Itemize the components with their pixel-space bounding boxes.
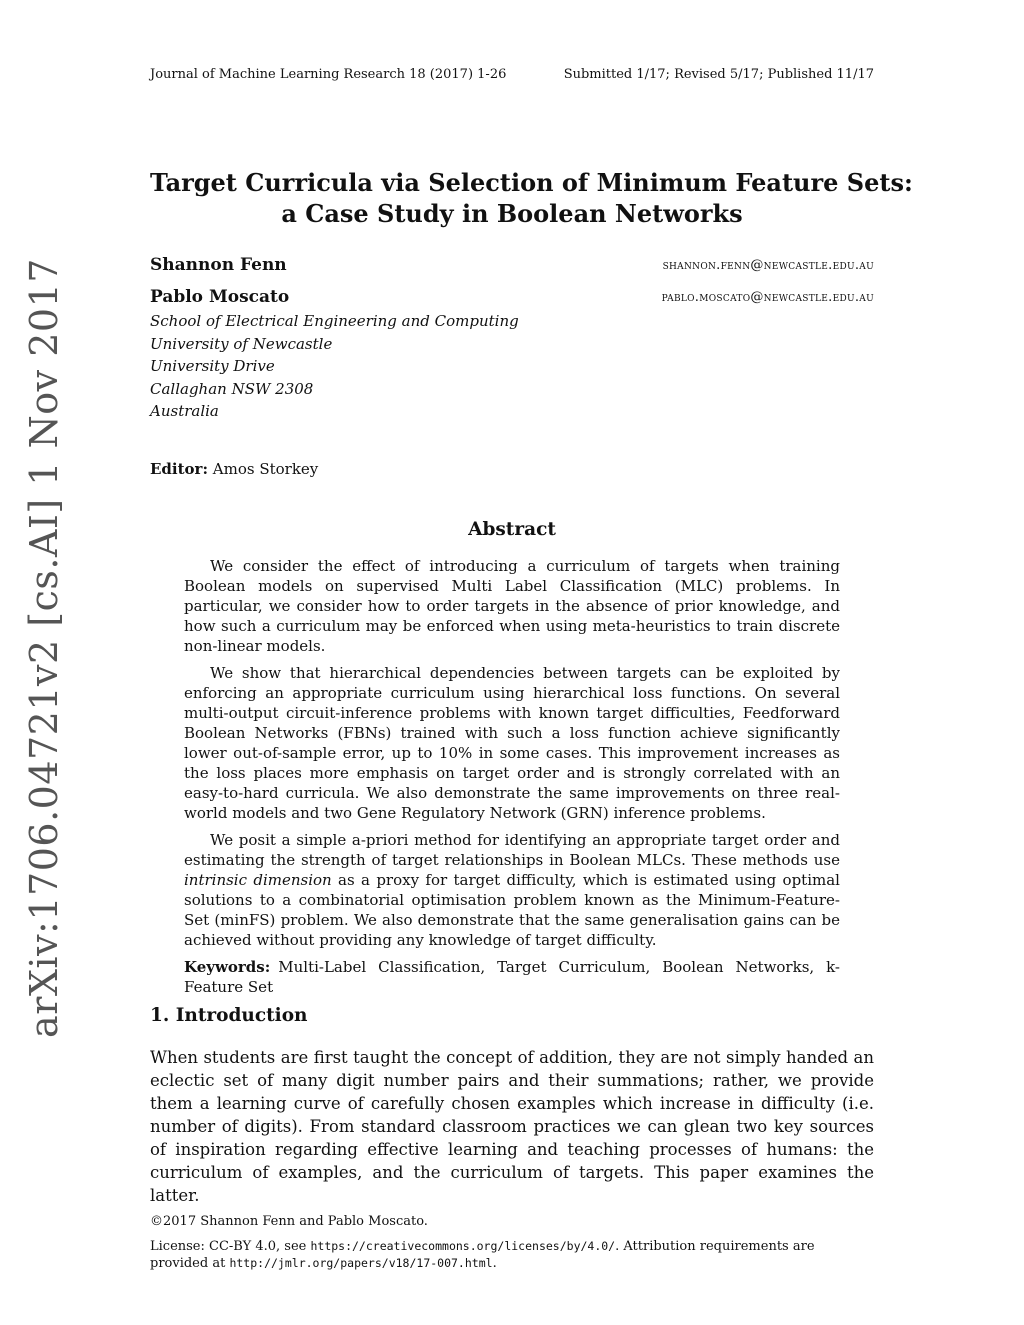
title-line: Target Curricula via Selection of Minimum Feature Sets: (150, 168, 913, 197)
affiliation-line: Callaghan NSW 2308 (150, 379, 314, 398)
license-text: . (492, 1256, 497, 1271)
editor-label: Editor: (150, 460, 208, 478)
abstract-text: We posit a simple a-priori method for identifying an appropriate target order and estimating the strength of target relationships in Boolean MLCs. These methods use (184, 831, 840, 869)
copyright-note: ©2017 Shannon Fenn and Pablo Moscato. (150, 1214, 428, 1229)
abstract-paragraph: We consider the effect of introducing a curriculum of targets when training Boolean models on supervised Multi Label Classification (MLC) problems. In particular, we consider how to order targets in the absence of prior knowledge, and how such a curriculum may be enforced when using meta-heuristics to train discrete non-linear models. (184, 557, 840, 655)
affiliation-line: School of Electrical Engineering and Computing (150, 312, 519, 330)
submission-dates: Submitted 1/17; Revised 5/17; Published 11/17 (563, 67, 874, 82)
title-line: a Case Study in Boolean Networks (281, 199, 743, 228)
affiliation-line: Australia (150, 402, 219, 421)
author-name: Pablo Moscato (150, 287, 290, 307)
paper-title (150, 167, 913, 229)
author-email[interactable]: shannon.fenn@newcastle.edu.au (662, 258, 874, 273)
abstract-heading: Abstract (468, 519, 556, 540)
keywords (184, 957, 840, 997)
keywords-list: Multi-Label Classification, Target Curriculum, Boolean Networks, k-Feature Set (184, 958, 840, 996)
affiliation-line: University of Newcastle (150, 334, 333, 353)
journal-header: Journal of Machine Learning Research 18 (2017) 1-26 (150, 67, 507, 82)
abstract-text: as a proxy for target difficulty, which is estimated using optimal solutions to a combinatorial optimisation problem known as the Minimum-Feature-Set (minFS) problem. We also demonstrate that the same generalisation gains can be achieved without providing any knowledge of target difficulty. (184, 871, 840, 949)
paper-link[interactable]: http://jmlr.org/papers/v18/17-007.html (229, 1256, 493, 1270)
editor-name: Amos Storkey (212, 460, 319, 478)
affiliation-line: University Drive (150, 357, 275, 376)
license-note (150, 1238, 874, 1272)
abstract-paragraph: We show that hierarchical dependencies between targets can be exploited by enforcing an appropriate curriculum using hierarchical loss functions. On several multi-output circuit-inference problems with known target difficulties, Feedforward Boolean Networks (FBNs) trained with such a loss function achieve significantly lower out-of-sample error, up to 10% in some cases. This improvement increases as the loss places more emphasis on target order and is strongly correlated with an easy-to-hard curricula. We also demonstrate the same improvements on three real-world models and two Gene Regulatory Network (GRN) inference problems. (184, 664, 840, 822)
editor-line (150, 460, 318, 478)
author-email[interactable]: pablo.moscato@newcastle.edu.au (661, 290, 874, 305)
license-text: License: CC-BY 4.0, see (150, 1239, 311, 1254)
arxiv-stamp: arXiv:1706.04721v2 [cs.AI] 1 Nov 2017 (22, 258, 66, 1038)
license-text: . Attribution requirements are provided at (150, 1239, 815, 1271)
author-name: Shannon Fenn (150, 255, 287, 275)
section-heading: 1. Introduction (150, 1005, 308, 1026)
intro-paragraph: When students are first taught the concept of addition, they are not simply handed an eclectic set of many digit number pairs and their summations; rather, we provide them a learning curve of carefully chosen examples which increase in difficulty (i.e. number of digits). From standard classroom practices we can glean two key sources of inspiration regarding effective learning and teaching processes of humans: the curriculum of examples, and the curriculum of targets. This paper examines the latter. (150, 1048, 874, 1205)
abstract-emphasis: intrinsic dimension (184, 871, 332, 889)
abstract-paragraph (184, 830, 840, 950)
keywords-label: Keywords: (184, 958, 271, 976)
license-link[interactable]: https://creativecommons.org/licenses/by/4.0/ (310, 1239, 616, 1253)
abstract-body (184, 556, 840, 1004)
affiliation (150, 310, 519, 423)
